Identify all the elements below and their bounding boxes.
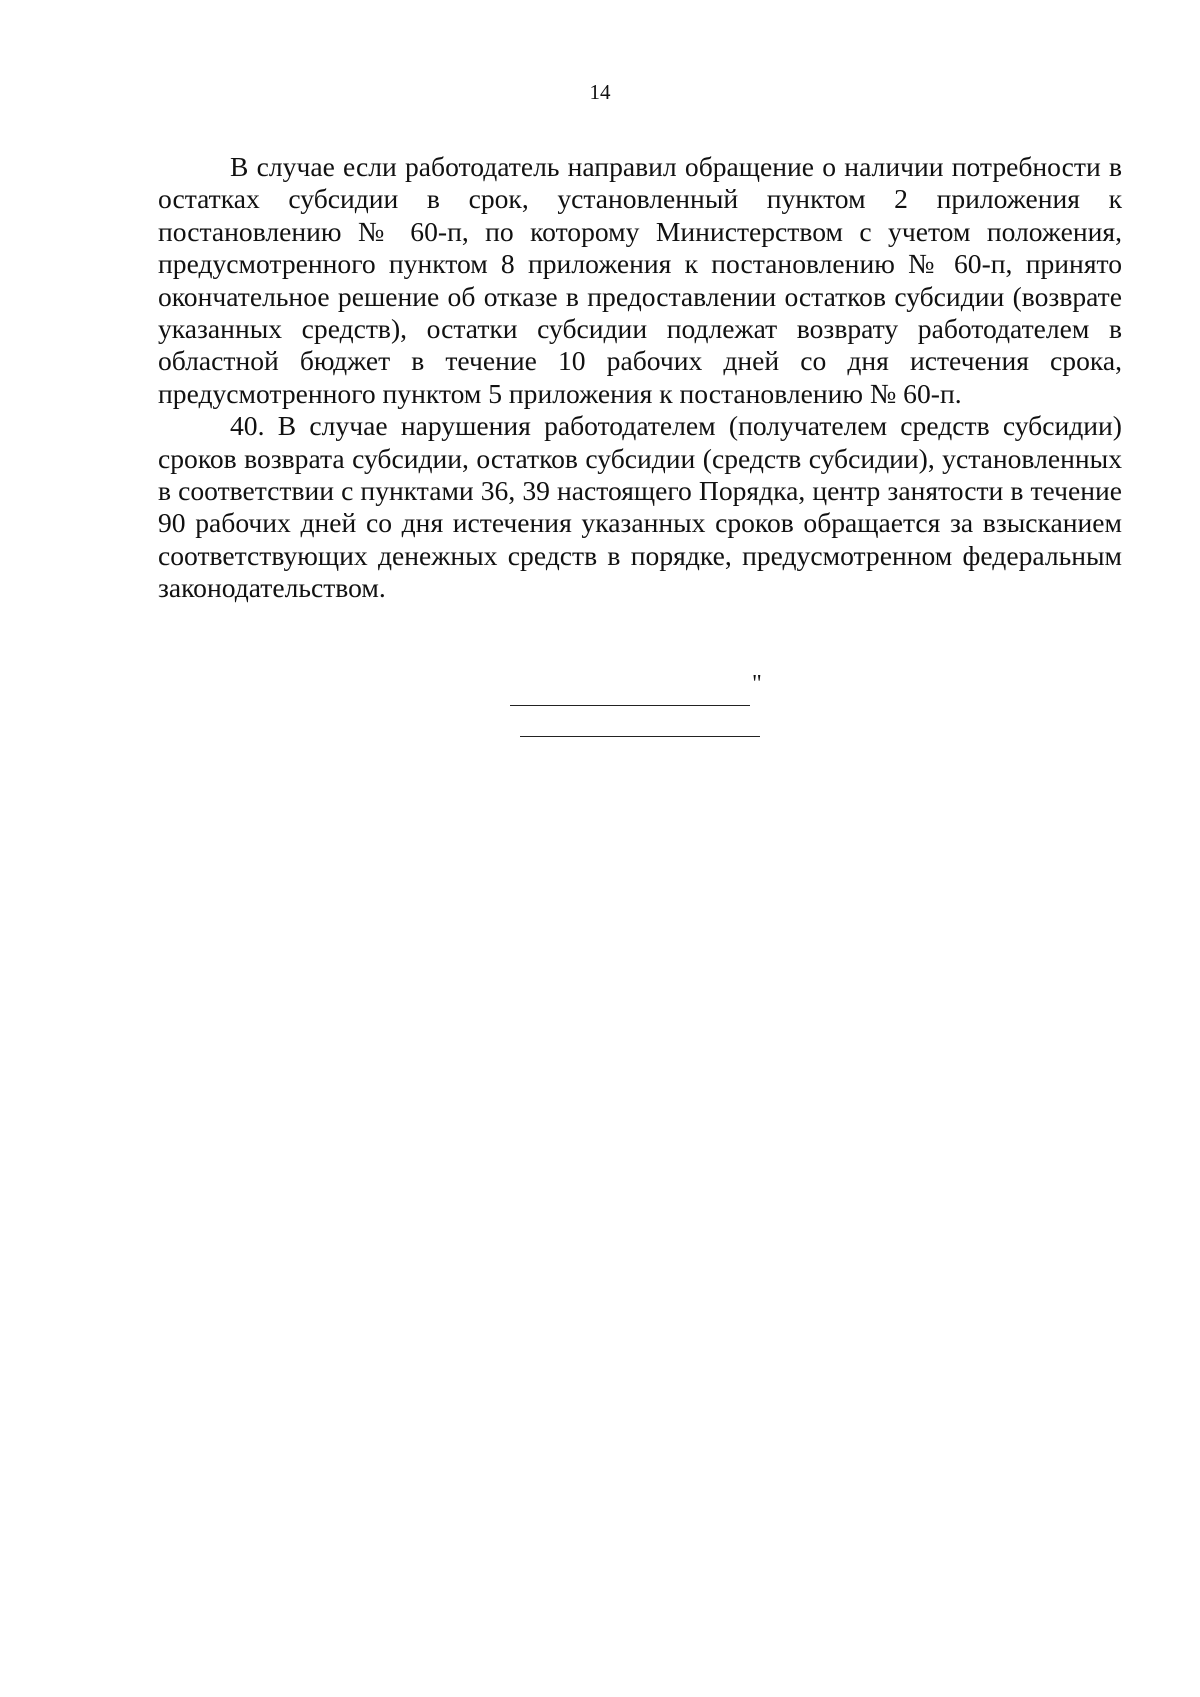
page-number: 14 [589, 80, 611, 104]
document-body [158, 151, 1122, 605]
paragraph-40-recovery: 40. В случае нарушения работодателем (получателем средств субсидии) сроков возврата субсидии, остатков субсидии (средств субсидии), установленных в соответствии с пунктами 36, 39 настоящего Порядка, центр занятости в течение 90 рабочих дней со дня истечения указанных сроков обращается за взысканием соответствующих денежных средств в порядке, предусмотренном федеральным законодательством. [158, 410, 1122, 604]
paragraph-remaining-subsidy-refund: В случае если работодатель направил обращение о наличии потребности в остатках субсидии в срок, установленный пунктом 2 приложения к постановлению № 60-п, по которому Министерством с учетом положения, предусмотренного пунктом 8 приложения к постановлению № 60-п, принято окончательное решение об отказе в предоставлении остатков субсидии (возврате указанных средств), остатки субсидии подлежат возврату работодателем в областной бюджет в течение 10 рабочих дней со дня истечения срока, предусмотренного пунктом 5 приложения к постановлению № 60-п. [158, 151, 1122, 409]
closing-rule-bottom [520, 736, 760, 737]
closing-quote-mark: " [752, 671, 762, 697]
closing-rule-top [510, 705, 750, 706]
